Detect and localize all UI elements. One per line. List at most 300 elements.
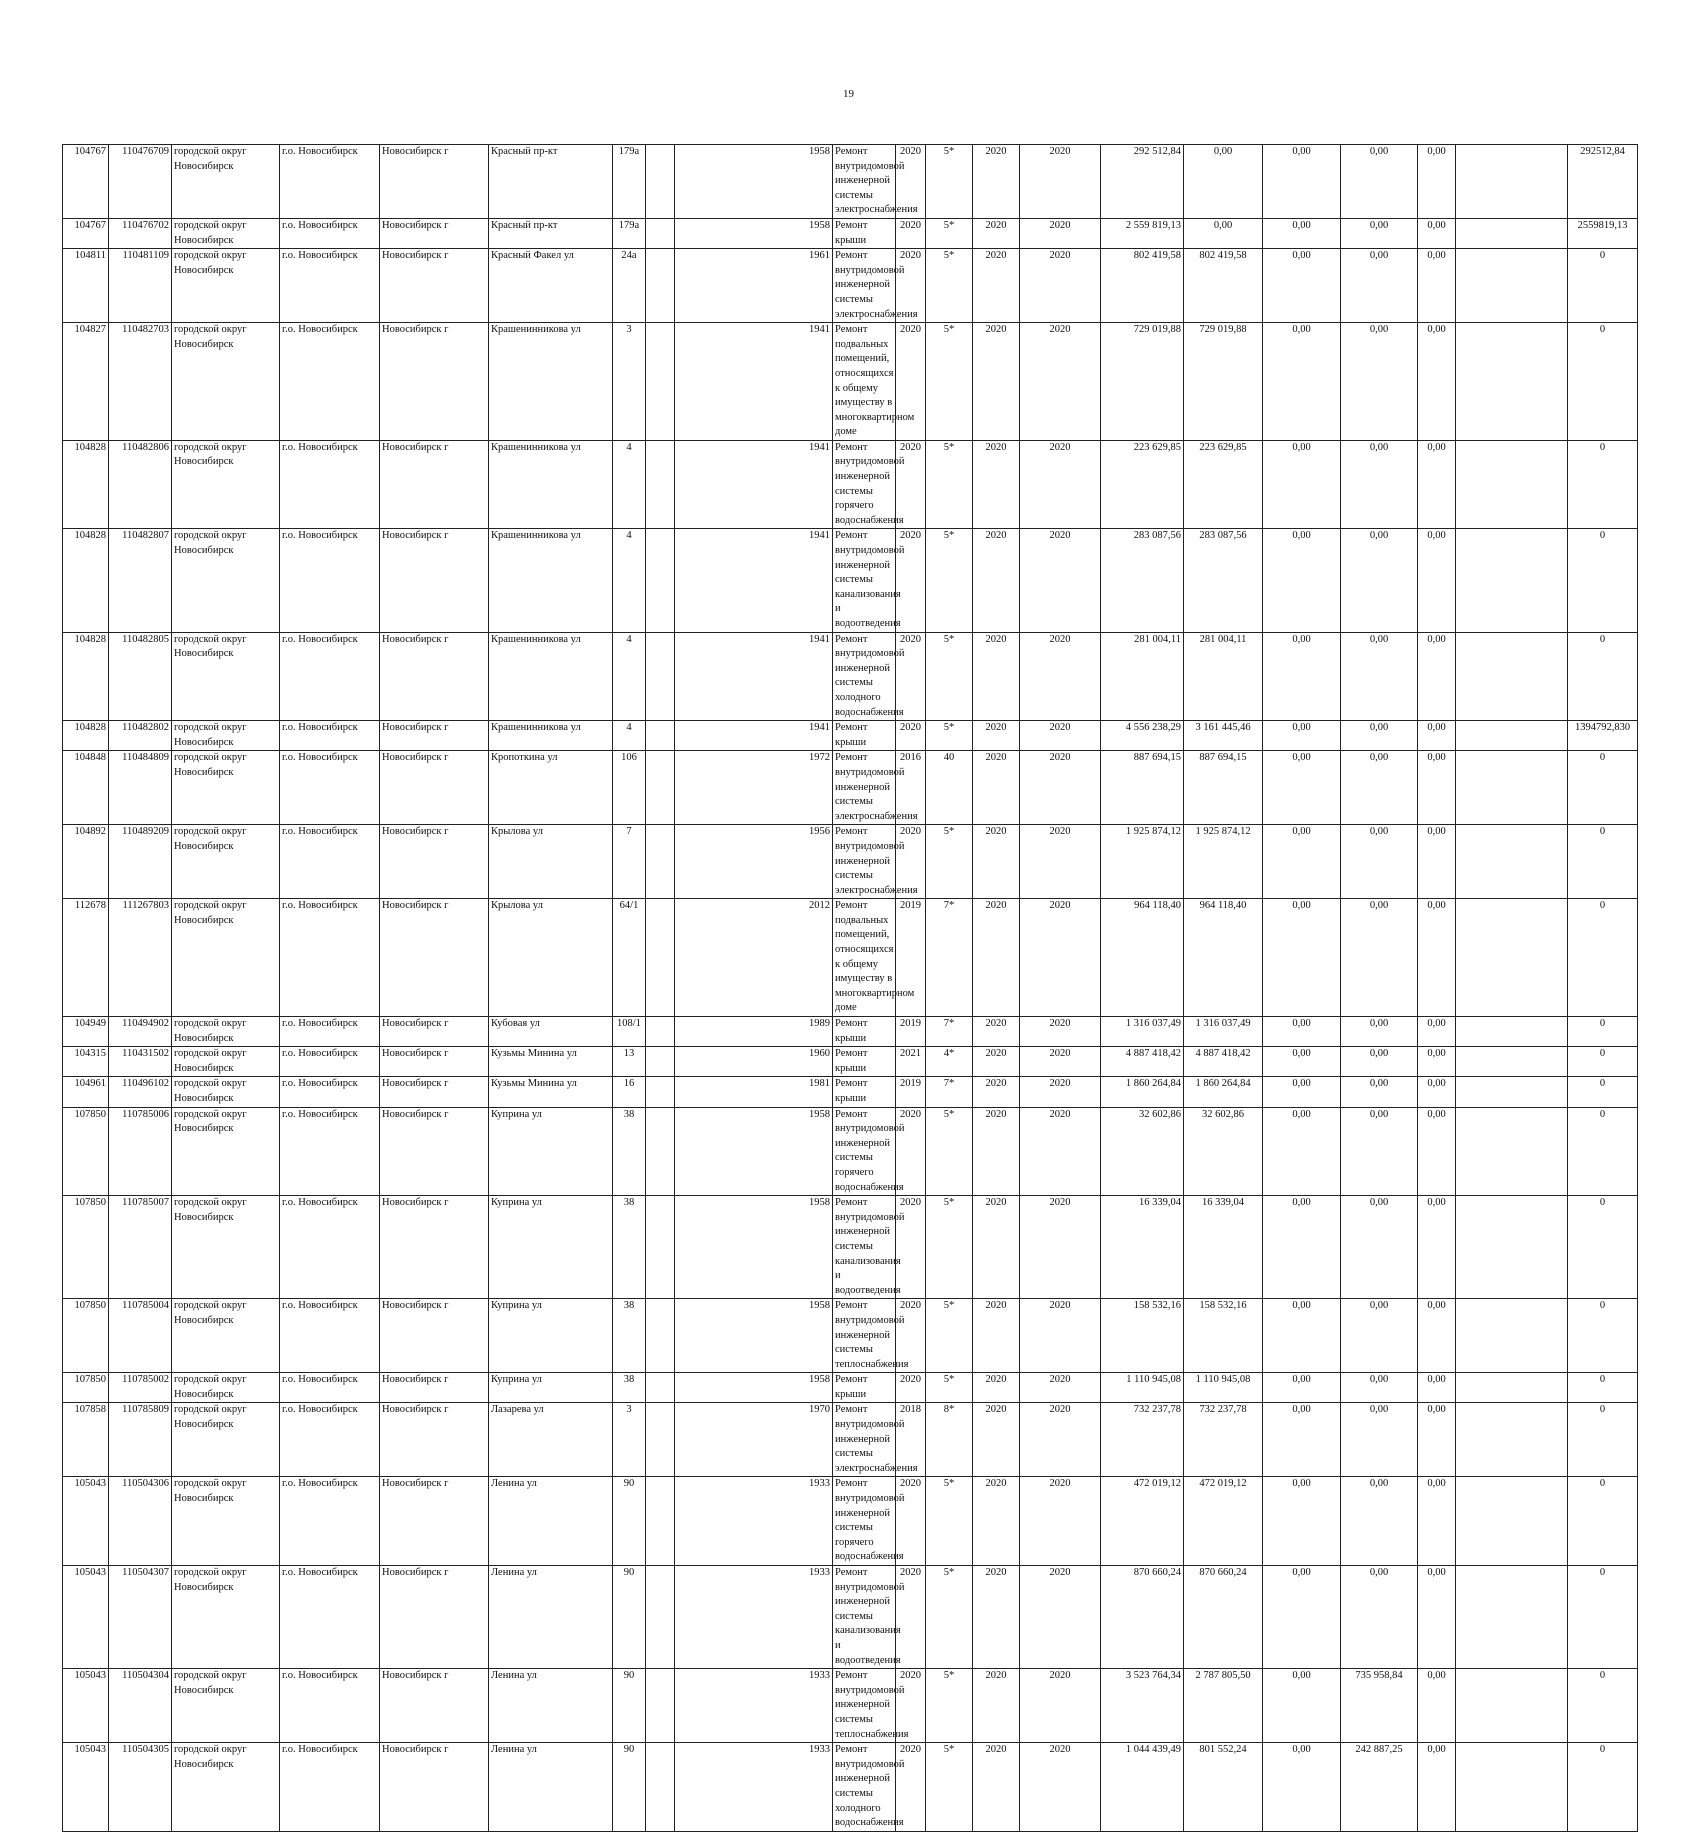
source-local-cell: 0,00 [1418, 1196, 1456, 1299]
work-type-cell: Ремонт крыши [833, 1373, 896, 1403]
table-row [63, 899, 1638, 1017]
end-year-cell: 2020 [1020, 1743, 1101, 1832]
source-local-cell: 0,00 [1418, 1669, 1456, 1743]
source-federal-cell: 0,00 [1263, 1477, 1341, 1566]
total-cost-cell: 802 419,58 [1101, 249, 1184, 323]
start-year-cell: 2020 [973, 218, 1020, 248]
end-year-cell: 2020 [1020, 1299, 1101, 1373]
district-cell: г.о. Новосибирск [280, 323, 380, 441]
record-id-cell: 105043 [63, 1743, 109, 1832]
source-federal-cell: 0,00 [1263, 249, 1341, 323]
start-year-cell: 2020 [973, 1077, 1020, 1107]
table-row [63, 440, 1638, 529]
work-type-cell: Ремонт крыши [833, 218, 896, 248]
work-type-cell: Ремонт крыши [833, 721, 896, 751]
municipality-cell: городской округ Новосибирск [172, 825, 280, 899]
street-cell: Кубовая ул [489, 1017, 613, 1047]
source-federal-cell: 0,00 [1263, 1743, 1341, 1832]
end-year-cell: 2020 [1020, 323, 1101, 441]
record-id-cell: 107850 [63, 1373, 109, 1403]
house-number-cell: 38 [613, 1196, 646, 1299]
source-local-cell: 0,00 [1418, 1403, 1456, 1477]
object-id-cell: 110504305 [109, 1743, 172, 1832]
plan-year-cell: 2020 [896, 632, 926, 721]
empty-cell-cell [646, 1077, 675, 1107]
source-owners-cell: 292512,84 [1568, 145, 1638, 219]
source-owners-cell: 0 [1568, 1299, 1638, 1373]
start-year-cell: 2020 [973, 825, 1020, 899]
source-owners-cell: 0 [1568, 1403, 1638, 1477]
source-local-cell: 0,00 [1418, 1077, 1456, 1107]
source-owners-cell: 1394792,830 [1568, 721, 1638, 751]
empty-cell-cell [1456, 1373, 1568, 1403]
source-federal-cell: 0,00 [1263, 632, 1341, 721]
empty-cell-cell [1456, 1299, 1568, 1373]
source-local-cell: 0,00 [1418, 218, 1456, 248]
term-cell: 5* [926, 1196, 973, 1299]
source-fund-cell: 1 860 264,84 [1184, 1077, 1263, 1107]
source-federal-cell: 0,00 [1263, 440, 1341, 529]
term-cell: 5* [926, 1669, 973, 1743]
object-id-cell: 110482805 [109, 632, 172, 721]
work-type-cell: Ремонт крыши [833, 1017, 896, 1047]
house-number-cell: 13 [613, 1047, 646, 1077]
city-cell: Новосибирск г [380, 529, 489, 632]
district-cell: г.о. Новосибирск [280, 1047, 380, 1077]
source-regional-cell: 0,00 [1341, 825, 1418, 899]
term-cell: 8* [926, 1403, 973, 1477]
start-year-cell: 2020 [973, 899, 1020, 1017]
build-year-cell: 1958 [675, 1299, 833, 1373]
district-cell: г.о. Новосибирск [280, 529, 380, 632]
empty-cell-cell [646, 145, 675, 219]
end-year-cell: 2020 [1020, 751, 1101, 825]
city-cell: Новосибирск г [380, 1566, 489, 1669]
empty-cell-cell [1456, 249, 1568, 323]
district-cell: г.о. Новосибирск [280, 632, 380, 721]
build-year-cell: 1970 [675, 1403, 833, 1477]
district-cell: г.о. Новосибирск [280, 1373, 380, 1403]
district-cell: г.о. Новосибирск [280, 1017, 380, 1047]
record-id-cell: 104767 [63, 145, 109, 219]
total-cost-cell: 1 110 945,08 [1101, 1373, 1184, 1403]
work-type-cell: Ремонт крыши [833, 1077, 896, 1107]
city-cell: Новосибирск г [380, 1196, 489, 1299]
empty-cell-cell [1456, 1017, 1568, 1047]
total-cost-cell: 732 237,78 [1101, 1403, 1184, 1477]
municipality-cell: городской округ Новосибирск [172, 218, 280, 248]
source-owners-cell: 0 [1568, 1196, 1638, 1299]
source-regional-cell: 0,00 [1341, 899, 1418, 1017]
start-year-cell: 2020 [973, 1047, 1020, 1077]
house-number-cell: 4 [613, 632, 646, 721]
source-local-cell: 0,00 [1418, 1299, 1456, 1373]
start-year-cell: 2020 [973, 1196, 1020, 1299]
table-row [63, 1373, 1638, 1403]
source-regional-cell: 0,00 [1341, 1566, 1418, 1669]
street-cell: Куприна ул [489, 1196, 613, 1299]
empty-cell-cell [646, 1477, 675, 1566]
source-local-cell: 0,00 [1418, 1477, 1456, 1566]
end-year-cell: 2020 [1020, 1373, 1101, 1403]
source-federal-cell: 0,00 [1263, 825, 1341, 899]
empty-cell-cell [646, 1373, 675, 1403]
street-cell: Ленина ул [489, 1477, 613, 1566]
term-cell: 5* [926, 721, 973, 751]
house-number-cell: 90 [613, 1477, 646, 1566]
record-id-cell: 107850 [63, 1196, 109, 1299]
source-regional-cell: 0,00 [1341, 529, 1418, 632]
object-id-cell: 110504304 [109, 1669, 172, 1743]
city-cell: Новосибирск г [380, 1017, 489, 1047]
record-id-cell: 107850 [63, 1107, 109, 1196]
empty-cell-cell [1456, 632, 1568, 721]
build-year-cell: 1958 [675, 1373, 833, 1403]
work-type-cell: Ремонт внутридомовой инженерной системы электроснабжения [833, 1403, 896, 1477]
street-cell: Крылова ул [489, 825, 613, 899]
source-federal-cell: 0,00 [1263, 323, 1341, 441]
end-year-cell: 2020 [1020, 440, 1101, 529]
city-cell: Новосибирск г [380, 1477, 489, 1566]
work-type-cell: Ремонт внутридомовой инженерной системы холодного водоснабжения [833, 1743, 896, 1832]
source-regional-cell: 0,00 [1341, 1107, 1418, 1196]
municipality-cell: городской округ Новосибирск [172, 1743, 280, 1832]
table-row [63, 721, 1638, 751]
object-id-cell: 110484809 [109, 751, 172, 825]
municipality-cell: городской округ Новосибирск [172, 899, 280, 1017]
empty-cell-cell [1456, 529, 1568, 632]
start-year-cell: 2020 [973, 1477, 1020, 1566]
source-regional-cell: 0,00 [1341, 1017, 1418, 1047]
source-local-cell: 0,00 [1418, 1047, 1456, 1077]
source-regional-cell: 0,00 [1341, 721, 1418, 751]
city-cell: Новосибирск г [380, 218, 489, 248]
municipality-cell: городской округ Новосибирск [172, 249, 280, 323]
plan-year-cell: 2020 [896, 323, 926, 441]
end-year-cell: 2020 [1020, 1669, 1101, 1743]
source-fund-cell: 283 087,56 [1184, 529, 1263, 632]
start-year-cell: 2020 [973, 1017, 1020, 1047]
work-type-cell: Ремонт внутридомовой инженерной системы холодного водоснабжения [833, 632, 896, 721]
object-id-cell: 110431502 [109, 1047, 172, 1077]
municipality-cell: городской округ Новосибирск [172, 1403, 280, 1477]
plan-year-cell: 2020 [896, 1196, 926, 1299]
street-cell: Ленина ул [489, 1566, 613, 1669]
table-row [63, 632, 1638, 721]
term-cell: 7* [926, 1017, 973, 1047]
start-year-cell: 2020 [973, 1107, 1020, 1196]
street-cell: Кузьмы Минина ул [489, 1047, 613, 1077]
build-year-cell: 1941 [675, 323, 833, 441]
source-regional-cell: 735 958,84 [1341, 1669, 1418, 1743]
source-federal-cell: 0,00 [1263, 751, 1341, 825]
empty-cell-cell [1456, 721, 1568, 751]
end-year-cell: 2020 [1020, 721, 1101, 751]
build-year-cell: 1941 [675, 529, 833, 632]
city-cell: Новосибирск г [380, 1743, 489, 1832]
table-row [63, 529, 1638, 632]
start-year-cell: 2020 [973, 1403, 1020, 1477]
object-id-cell: 110482807 [109, 529, 172, 632]
empty-cell-cell [1456, 1403, 1568, 1477]
object-id-cell: 110482802 [109, 721, 172, 751]
end-year-cell: 2020 [1020, 1047, 1101, 1077]
end-year-cell: 2020 [1020, 899, 1101, 1017]
district-cell: г.о. Новосибирск [280, 899, 380, 1017]
plan-year-cell: 2020 [896, 1669, 926, 1743]
build-year-cell: 1933 [675, 1566, 833, 1669]
city-cell: Новосибирск г [380, 1047, 489, 1077]
city-cell: Новосибирск г [380, 899, 489, 1017]
build-year-cell: 2012 [675, 899, 833, 1017]
empty-cell-cell [646, 440, 675, 529]
plan-year-cell: 2020 [896, 440, 926, 529]
source-federal-cell: 0,00 [1263, 1047, 1341, 1077]
total-cost-cell: 16 339,04 [1101, 1196, 1184, 1299]
source-fund-cell: 802 419,58 [1184, 249, 1263, 323]
object-id-cell: 110482703 [109, 323, 172, 441]
build-year-cell: 1933 [675, 1743, 833, 1832]
street-cell: Крашенинникова ул [489, 632, 613, 721]
source-fund-cell: 1 316 037,49 [1184, 1017, 1263, 1047]
city-cell: Новосибирск г [380, 1299, 489, 1373]
municipality-cell: городской округ Новосибирск [172, 632, 280, 721]
source-local-cell: 0,00 [1418, 1373, 1456, 1403]
city-cell: Новосибирск г [380, 249, 489, 323]
source-local-cell: 0,00 [1418, 145, 1456, 219]
record-id-cell: 104961 [63, 1077, 109, 1107]
city-cell: Новосибирск г [380, 1669, 489, 1743]
table-row [63, 1299, 1638, 1373]
work-type-cell: Ремонт внутридомовой инженерной системы электроснабжения [833, 751, 896, 825]
source-fund-cell: 732 237,78 [1184, 1403, 1263, 1477]
source-regional-cell: 0,00 [1341, 249, 1418, 323]
source-fund-cell: 729 019,88 [1184, 323, 1263, 441]
district-cell: г.о. Новосибирск [280, 1477, 380, 1566]
work-type-cell: Ремонт внутридомовой инженерной системы канализования и водоотведения [833, 1566, 896, 1669]
source-owners-cell: 0 [1568, 751, 1638, 825]
plan-year-cell: 2020 [896, 1373, 926, 1403]
street-cell: Красный Факел ул [489, 249, 613, 323]
municipality-cell: городской округ Новосибирск [172, 1047, 280, 1077]
start-year-cell: 2020 [973, 1669, 1020, 1743]
street-cell: Куприна ул [489, 1107, 613, 1196]
street-cell: Крашенинникова ул [489, 529, 613, 632]
total-cost-cell: 292 512,84 [1101, 145, 1184, 219]
house-number-cell: 38 [613, 1373, 646, 1403]
source-regional-cell: 0,00 [1341, 145, 1418, 219]
record-id-cell: 104828 [63, 632, 109, 721]
object-id-cell: 110785004 [109, 1299, 172, 1373]
empty-cell-cell [646, 1017, 675, 1047]
empty-cell-cell [646, 1299, 675, 1373]
work-type-cell: Ремонт крыши [833, 1047, 896, 1077]
empty-cell-cell [1456, 1196, 1568, 1299]
work-type-cell: Ремонт внутридомовой инженерной системы электроснабжения [833, 145, 896, 219]
empty-cell-cell [1456, 440, 1568, 529]
empty-cell-cell [1456, 751, 1568, 825]
term-cell: 5* [926, 440, 973, 529]
total-cost-cell: 887 694,15 [1101, 751, 1184, 825]
repair-program-table [62, 144, 1638, 1832]
source-regional-cell: 0,00 [1341, 1373, 1418, 1403]
record-id-cell: 105043 [63, 1566, 109, 1669]
house-number-cell: 106 [613, 751, 646, 825]
table-body [63, 145, 1638, 1832]
street-cell: Ленина ул [489, 1669, 613, 1743]
source-fund-cell: 2 787 805,50 [1184, 1669, 1263, 1743]
start-year-cell: 2020 [973, 145, 1020, 219]
source-regional-cell: 0,00 [1341, 323, 1418, 441]
city-cell: Новосибирск г [380, 721, 489, 751]
source-federal-cell: 0,00 [1263, 529, 1341, 632]
total-cost-cell: 1 925 874,12 [1101, 825, 1184, 899]
empty-cell-cell [646, 1403, 675, 1477]
empty-cell-cell [1456, 145, 1568, 219]
municipality-cell: городской округ Новосибирск [172, 1107, 280, 1196]
street-cell: Крылова ул [489, 899, 613, 1017]
empty-cell-cell [646, 323, 675, 441]
record-id-cell: 104892 [63, 825, 109, 899]
municipality-cell: городской округ Новосибирск [172, 1566, 280, 1669]
table-row [63, 1017, 1638, 1047]
source-federal-cell: 0,00 [1263, 721, 1341, 751]
plan-year-cell: 2020 [896, 1477, 926, 1566]
empty-cell-cell [1456, 899, 1568, 1017]
start-year-cell: 2020 [973, 1566, 1020, 1669]
term-cell: 5* [926, 145, 973, 219]
source-local-cell: 0,00 [1418, 825, 1456, 899]
object-id-cell: 110504306 [109, 1477, 172, 1566]
source-owners-cell: 0 [1568, 323, 1638, 441]
work-type-cell: Ремонт внутридомовой инженерной системы канализования и водоотведения [833, 1196, 896, 1299]
municipality-cell: городской округ Новосибирск [172, 529, 280, 632]
source-local-cell: 0,00 [1418, 440, 1456, 529]
source-local-cell: 0,00 [1418, 323, 1456, 441]
build-year-cell: 1961 [675, 249, 833, 323]
build-year-cell: 1941 [675, 632, 833, 721]
district-cell: г.о. Новосибирск [280, 1107, 380, 1196]
work-type-cell: Ремонт внутридомовой инженерной системы горячего водоснабжения [833, 440, 896, 529]
term-cell: 5* [926, 632, 973, 721]
source-owners-cell: 0 [1568, 1017, 1638, 1047]
source-local-cell: 0,00 [1418, 751, 1456, 825]
end-year-cell: 2020 [1020, 1017, 1101, 1047]
source-owners-cell: 0 [1568, 899, 1638, 1017]
source-local-cell: 0,00 [1418, 1017, 1456, 1047]
build-year-cell: 1972 [675, 751, 833, 825]
municipality-cell: городской округ Новосибирск [172, 1477, 280, 1566]
source-federal-cell: 0,00 [1263, 145, 1341, 219]
build-year-cell: 1981 [675, 1077, 833, 1107]
work-type-cell: Ремонт внутридомовой инженерной системы канализования и водоотведения [833, 529, 896, 632]
end-year-cell: 2020 [1020, 1477, 1101, 1566]
object-id-cell: 110785809 [109, 1403, 172, 1477]
source-fund-cell: 801 552,24 [1184, 1743, 1263, 1832]
plan-year-cell: 2020 [896, 825, 926, 899]
object-id-cell: 110489209 [109, 825, 172, 899]
table-row [63, 751, 1638, 825]
record-id-cell: 104315 [63, 1047, 109, 1077]
object-id-cell: 110494902 [109, 1017, 172, 1047]
source-fund-cell: 16 339,04 [1184, 1196, 1263, 1299]
end-year-cell: 2020 [1020, 1403, 1101, 1477]
municipality-cell: городской округ Новосибирск [172, 145, 280, 219]
build-year-cell: 1958 [675, 1107, 833, 1196]
source-federal-cell: 0,00 [1263, 1373, 1341, 1403]
empty-cell-cell [646, 721, 675, 751]
source-federal-cell: 0,00 [1263, 899, 1341, 1017]
source-fund-cell: 4 887 418,42 [1184, 1047, 1263, 1077]
source-regional-cell: 0,00 [1341, 218, 1418, 248]
source-fund-cell: 870 660,24 [1184, 1566, 1263, 1669]
source-federal-cell: 0,00 [1263, 1299, 1341, 1373]
start-year-cell: 2020 [973, 323, 1020, 441]
source-fund-cell: 3 161 445,46 [1184, 721, 1263, 751]
house-number-cell: 3 [613, 1403, 646, 1477]
city-cell: Новосибирск г [380, 1107, 489, 1196]
table-row [63, 145, 1638, 219]
district-cell: г.о. Новосибирск [280, 1299, 380, 1373]
city-cell: Новосибирск г [380, 440, 489, 529]
total-cost-cell: 2 559 819,13 [1101, 218, 1184, 248]
empty-cell-cell [1456, 323, 1568, 441]
end-year-cell: 2020 [1020, 1566, 1101, 1669]
table-row [63, 1566, 1638, 1669]
source-owners-cell: 0 [1568, 1373, 1638, 1403]
term-cell: 7* [926, 899, 973, 1017]
empty-cell-cell [646, 529, 675, 632]
record-id-cell: 105043 [63, 1669, 109, 1743]
street-cell: Лазарева ул [489, 1403, 613, 1477]
build-year-cell: 1933 [675, 1669, 833, 1743]
table-row [63, 1669, 1638, 1743]
source-regional-cell: 0,00 [1341, 1047, 1418, 1077]
term-cell: 5* [926, 1299, 973, 1373]
start-year-cell: 2020 [973, 721, 1020, 751]
total-cost-cell: 32 602,86 [1101, 1107, 1184, 1196]
city-cell: Новосибирск г [380, 632, 489, 721]
total-cost-cell: 1 044 439,49 [1101, 1743, 1184, 1832]
source-federal-cell: 0,00 [1263, 1403, 1341, 1477]
total-cost-cell: 3 523 764,34 [1101, 1669, 1184, 1743]
total-cost-cell: 870 660,24 [1101, 1566, 1184, 1669]
end-year-cell: 2020 [1020, 218, 1101, 248]
empty-cell-cell [1456, 1743, 1568, 1832]
source-fund-cell: 0,00 [1184, 218, 1263, 248]
municipality-cell: городской округ Новосибирск [172, 1196, 280, 1299]
empty-cell-cell [646, 899, 675, 1017]
term-cell: 4* [926, 1047, 973, 1077]
total-cost-cell: 4 556 238,29 [1101, 721, 1184, 751]
table-row [63, 1047, 1638, 1077]
house-number-cell: 108/1 [613, 1017, 646, 1047]
empty-cell-cell [646, 1743, 675, 1832]
house-number-cell: 90 [613, 1566, 646, 1669]
street-cell: Красный пр-кт [489, 218, 613, 248]
total-cost-cell: 472 019,12 [1101, 1477, 1184, 1566]
term-cell: 5* [926, 1107, 973, 1196]
source-fund-cell: 158 532,16 [1184, 1299, 1263, 1373]
term-cell: 5* [926, 529, 973, 632]
source-fund-cell: 1 925 874,12 [1184, 825, 1263, 899]
district-cell: г.о. Новосибирск [280, 721, 380, 751]
work-type-cell: Ремонт подвальных помещений, относящихся к общему имуществу в многоквартирном доме [833, 899, 896, 1017]
district-cell: г.о. Новосибирск [280, 1077, 380, 1107]
work-type-cell: Ремонт внутридомовой инженерной системы теплоснабжения [833, 1299, 896, 1373]
work-type-cell: Ремонт внутридомовой инженерной системы горячего водоснабжения [833, 1477, 896, 1566]
street-cell: Крашенинникова ул [489, 721, 613, 751]
